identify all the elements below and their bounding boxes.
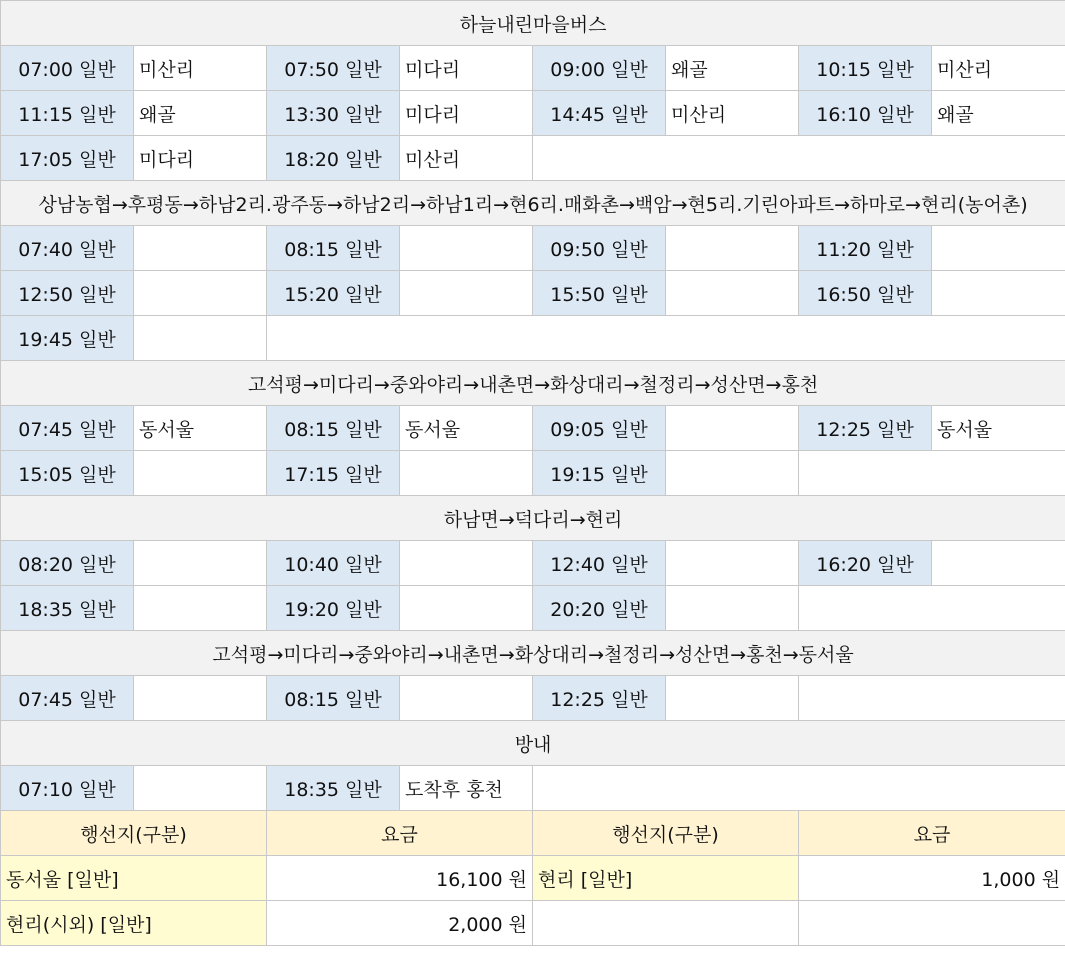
- destination: [400, 226, 533, 271]
- fare-amount: 2,000 원: [267, 901, 533, 946]
- destination: [666, 406, 799, 451]
- departure-time: 12:40 일반: [533, 541, 666, 586]
- fare-destination: [533, 901, 799, 946]
- schedule-row: [1, 271, 1065, 316]
- section-title: 상남농협→후평동→하남2리.광주동→하남2리→하남1리→현6리.매화촌→백암→현5리.기린아파트→하마로→현리(농어촌): [1, 181, 1065, 226]
- schedule-row: [1, 676, 1065, 721]
- fare-amount: 16,100 원: [267, 856, 533, 901]
- destination: [400, 271, 533, 316]
- destination: 왜골: [666, 46, 799, 91]
- empty-cell: [799, 676, 1065, 721]
- departure-time: 19:20 일반: [267, 586, 400, 631]
- destination: [932, 226, 1065, 271]
- section-header-row: [1, 721, 1065, 766]
- schedule-row: [1, 541, 1065, 586]
- schedule-row: [1, 766, 1065, 811]
- departure-time: 15:20 일반: [267, 271, 400, 316]
- section-header-row: [1, 1, 1065, 46]
- fare-header-row: [1, 811, 1065, 856]
- destination: [134, 271, 267, 316]
- destination: [134, 586, 267, 631]
- departure-time: 19:45 일반: [1, 316, 134, 361]
- departure-time: 19:15 일반: [533, 451, 666, 496]
- departure-time: 09:50 일반: [533, 226, 666, 271]
- departure-time: 15:05 일반: [1, 451, 134, 496]
- empty-cell: [267, 316, 1065, 361]
- schedule-row: [1, 451, 1065, 496]
- empty-cell: [533, 136, 1065, 181]
- destination: [666, 451, 799, 496]
- departure-time: 10:40 일반: [267, 541, 400, 586]
- departure-time: 20:20 일반: [533, 586, 666, 631]
- schedule-row: [1, 136, 1065, 181]
- destination: 미다리: [400, 91, 533, 136]
- section-header-row: [1, 631, 1065, 676]
- section-title: 하늘내린마을버스: [1, 1, 1065, 46]
- destination: [134, 451, 267, 496]
- departure-time: 07:45 일반: [1, 406, 134, 451]
- fare-amount-header: 요금: [267, 811, 533, 856]
- destination: [932, 271, 1065, 316]
- destination: 미산리: [666, 91, 799, 136]
- departure-time: 07:50 일반: [267, 46, 400, 91]
- destination: [134, 541, 267, 586]
- destination: [134, 676, 267, 721]
- section-header-row: [1, 181, 1065, 226]
- destination: 왜골: [134, 91, 267, 136]
- destination: 동서울: [932, 406, 1065, 451]
- destination: [666, 541, 799, 586]
- departure-time: 11:20 일반: [799, 226, 932, 271]
- destination: [932, 541, 1065, 586]
- section-header-row: [1, 496, 1065, 541]
- destination: [400, 541, 533, 586]
- fare-amount: [799, 901, 1065, 946]
- schedule-row: [1, 586, 1065, 631]
- departure-time: 15:50 일반: [533, 271, 666, 316]
- schedule-row: [1, 226, 1065, 271]
- section-title: 고석평→미다리→중와야리→내촌면→화상대리→철정리→성산면→홍천→동서울: [1, 631, 1065, 676]
- departure-time: 07:40 일반: [1, 226, 134, 271]
- section-title: 고석평→미다리→중와야리→내촌면→화상대리→철정리→성산면→홍천: [1, 361, 1065, 406]
- departure-time: 16:10 일반: [799, 91, 932, 136]
- destination: 미다리: [400, 46, 533, 91]
- destination: 미산리: [134, 46, 267, 91]
- departure-time: 10:15 일반: [799, 46, 932, 91]
- fare-destination: 현리 [일반]: [533, 856, 799, 901]
- departure-time: 18:35 일반: [267, 766, 400, 811]
- departure-time: 12:50 일반: [1, 271, 134, 316]
- departure-time: 08:15 일반: [267, 226, 400, 271]
- destination: [666, 586, 799, 631]
- empty-cell: [799, 586, 1065, 631]
- departure-time: 18:35 일반: [1, 586, 134, 631]
- empty-cell: [799, 451, 1065, 496]
- destination: 동서울: [134, 406, 267, 451]
- destination: [666, 271, 799, 316]
- schedule-row: [1, 91, 1065, 136]
- fare-amount: 1,000 원: [799, 856, 1065, 901]
- destination: [134, 766, 267, 811]
- departure-time: 16:50 일반: [799, 271, 932, 316]
- destination: 도착후 홍천: [400, 766, 533, 811]
- fare-destination-header: 행선지(구분): [1, 811, 267, 856]
- departure-time: 08:15 일반: [267, 406, 400, 451]
- departure-time: 12:25 일반: [799, 406, 932, 451]
- departure-time: 13:30 일반: [267, 91, 400, 136]
- schedule-row: [1, 46, 1065, 91]
- departure-time: 07:45 일반: [1, 676, 134, 721]
- departure-time: 17:15 일반: [267, 451, 400, 496]
- departure-time: 07:10 일반: [1, 766, 134, 811]
- destination: 미산리: [400, 136, 533, 181]
- destination: [400, 586, 533, 631]
- departure-time: 08:15 일반: [267, 676, 400, 721]
- section-title: 방내: [1, 721, 1065, 766]
- destination: [400, 451, 533, 496]
- empty-cell: [533, 766, 1065, 811]
- schedule-row: [1, 316, 1065, 361]
- destination: 동서울: [400, 406, 533, 451]
- fare-destination: 현리(시외) [일반]: [1, 901, 267, 946]
- fare-row: [1, 901, 1065, 946]
- section-header-row: [1, 361, 1065, 406]
- fare-destination-header: 행선지(구분): [533, 811, 799, 856]
- departure-time: 17:05 일반: [1, 136, 134, 181]
- departure-time: 07:00 일반: [1, 46, 134, 91]
- destination: 미산리: [932, 46, 1065, 91]
- departure-time: 11:15 일반: [1, 91, 134, 136]
- destination: [666, 676, 799, 721]
- fare-amount-header: 요금: [799, 811, 1065, 856]
- fare-destination: 동서울 [일반]: [1, 856, 267, 901]
- fare-row: [1, 856, 1065, 901]
- destination: [134, 316, 267, 361]
- schedule-row: [1, 406, 1065, 451]
- destination: [666, 226, 799, 271]
- departure-time: 08:20 일반: [1, 541, 134, 586]
- departure-time: 09:00 일반: [533, 46, 666, 91]
- destination: 왜골: [932, 91, 1065, 136]
- departure-time: 18:20 일반: [267, 136, 400, 181]
- departure-time: 12:25 일반: [533, 676, 666, 721]
- departure-time: 16:20 일반: [799, 541, 932, 586]
- departure-time: 09:05 일반: [533, 406, 666, 451]
- section-title: 하남면→덕다리→현리: [1, 496, 1065, 541]
- departure-time: 14:45 일반: [533, 91, 666, 136]
- destination: 미다리: [134, 136, 267, 181]
- destination: [134, 226, 267, 271]
- destination: [400, 676, 533, 721]
